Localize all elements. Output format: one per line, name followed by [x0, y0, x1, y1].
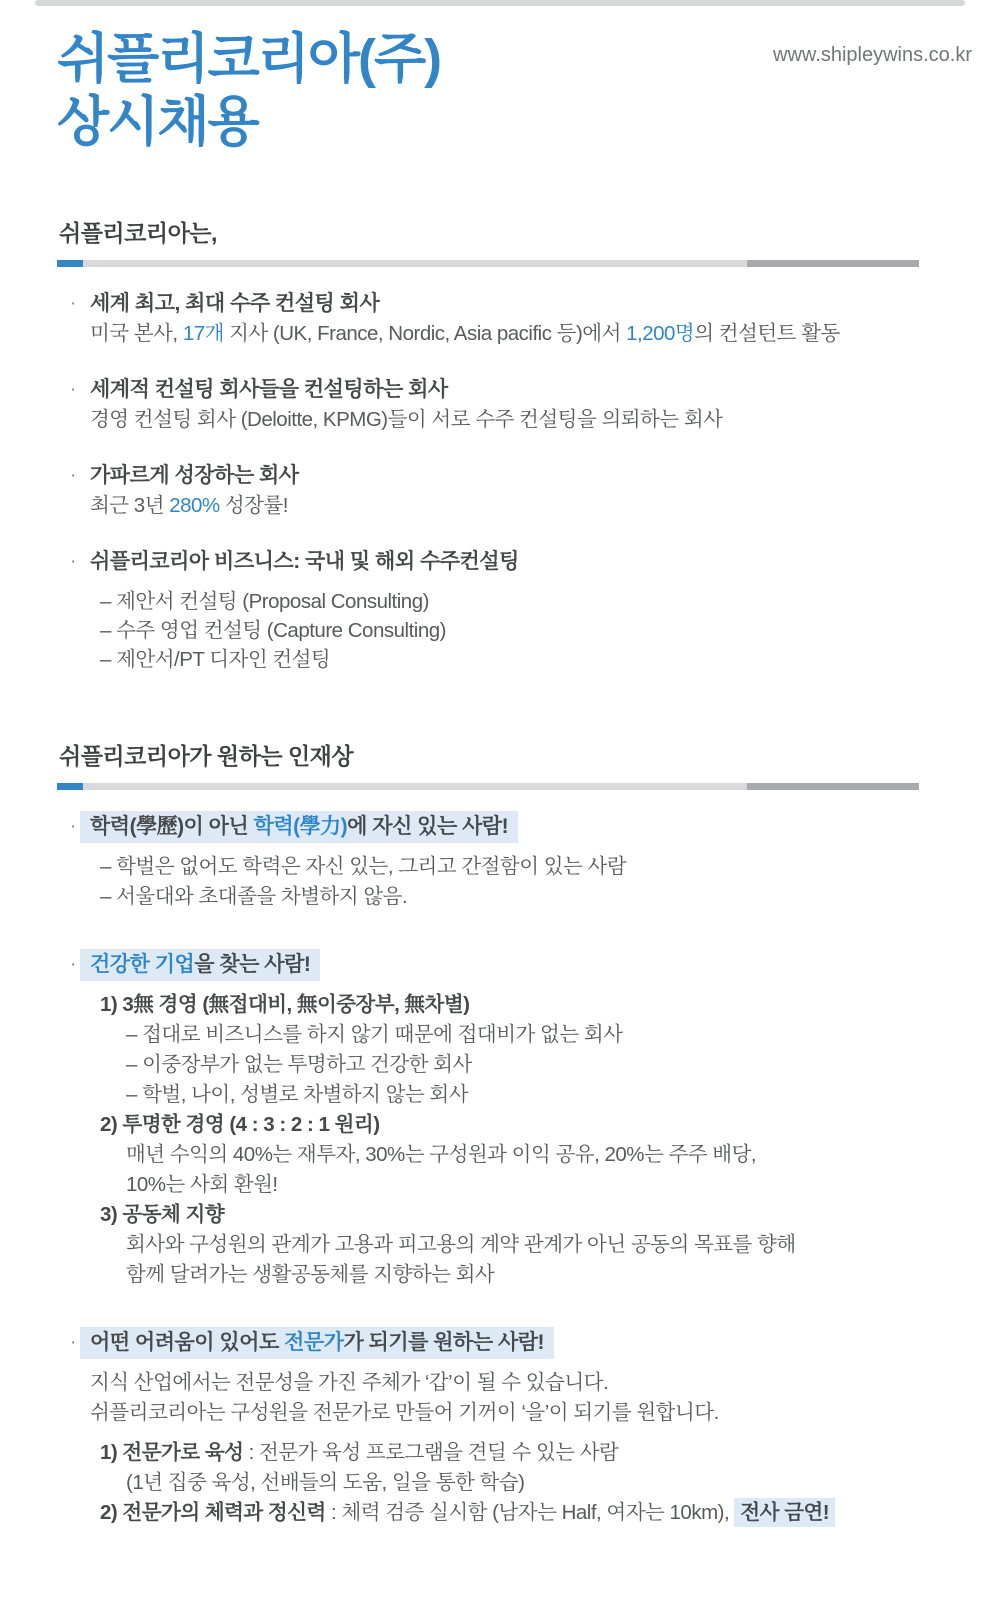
item-heading-text	[80, 949, 320, 981]
section-divider	[57, 783, 919, 790]
text-segment: 280%	[169, 494, 220, 518]
item-line	[126, 1140, 1000, 1170]
item-heading-text	[90, 550, 519, 573]
text-segment: 2) 투명한 경영 (4 : 3 : 2 : 1 원리)	[100, 1113, 380, 1137]
text-segment: 회사와 구성원의 관계가 고용과 피고용의 계약 관계가 아닌 공동의 목표를 향해	[126, 1233, 796, 1257]
item-heading	[90, 289, 1000, 319]
item-heading	[90, 812, 1000, 842]
text-segment: : 전문가 육성 프로그램을 견딜 수 있는 사람	[243, 1441, 619, 1465]
text-segment: 세계적 컨설팅 회사들을 컨설팅하는 회사	[90, 378, 448, 402]
top-divider-bar	[35, 0, 965, 6]
text-segment: 3) 공동체 지향	[100, 1203, 225, 1227]
text-segment: 10%는 사회 환원!	[126, 1173, 278, 1197]
item-heading-text	[80, 1327, 554, 1359]
bullet-dot-icon: ·	[70, 816, 77, 838]
text-segment: 17개	[182, 322, 224, 346]
item-heading-text	[80, 811, 518, 843]
item-line	[100, 852, 1000, 882]
bullet-dot-icon: ·	[70, 1332, 77, 1354]
item-line	[90, 405, 1000, 434]
text-segment: 1) 전문가로 육성	[100, 1441, 244, 1465]
bullet-dot-icon: ·	[70, 379, 77, 401]
website-url: www.shipleywins.co.kr	[773, 44, 972, 66]
section-items	[57, 289, 1000, 674]
text-segment: 2) 전문가의 체력과 정신력	[100, 1501, 326, 1525]
text-segment: 전사 금연!	[734, 1498, 835, 1527]
item-line	[100, 616, 1000, 645]
text-segment: 건강한 기업	[90, 953, 195, 977]
divider-blue-segment	[57, 260, 83, 267]
page-header	[0, 0, 1000, 153]
divider-light-segment	[83, 783, 747, 790]
text-segment: – 수주 영업 컨설팅 (Capture Consulting)	[100, 619, 446, 643]
text-segment: 가 되기를 원하는 사람!	[343, 1331, 545, 1355]
text-segment: 가파르게 성장하는 회사	[90, 464, 299, 488]
bullet-dot-icon: ·	[70, 954, 77, 976]
item-line	[100, 1110, 1000, 1140]
item-line	[126, 1020, 1000, 1050]
item-line	[100, 990, 1000, 1020]
item-heading	[90, 547, 1000, 577]
item-line	[126, 1260, 1000, 1290]
item-heading-text	[90, 464, 299, 487]
text-segment: 함께 달려가는 생활공동체를 지향하는 회사	[126, 1263, 495, 1287]
item-heading-text	[90, 292, 379, 315]
item-line	[126, 1230, 1000, 1260]
text-segment: 경영 컨설팅 회사 (Deloitte, KPMG)들이 서로 수주 컨설팅을 의뢰하는 회사	[90, 408, 723, 432]
text-segment: 1) 3無 경영 (無접대비, 無이중장부, 無차별)	[100, 993, 470, 1017]
page-title-line1: 쉬플리코리아(주)	[57, 29, 441, 89]
bullet-item	[57, 547, 1000, 674]
section-items	[57, 812, 1000, 1528]
text-segment: – 접대로 비즈니스를 하지 않기 때문에 접대비가 없는 회사	[126, 1023, 623, 1047]
text-segment: 전문가	[284, 1331, 344, 1355]
item-line	[126, 1170, 1000, 1200]
section-header: 쉬플리코리아가 원하는 인재상	[59, 743, 354, 770]
bullet-dot-icon: ·	[70, 551, 77, 573]
section-1	[57, 215, 1000, 674]
item-heading-text	[90, 378, 448, 401]
item-line	[100, 645, 1000, 674]
text-segment: 지사 (UK, France, Nordic, Asia pacific 등)에서	[223, 322, 627, 346]
text-segment: – 제안서 컨설팅 (Proposal Consulting)	[100, 590, 429, 614]
item-line	[126, 1468, 1000, 1498]
item-line	[90, 491, 1000, 520]
text-segment: 쉬플리코리아 비즈니스: 국내 및 해외 수주컨설팅	[90, 550, 519, 574]
text-segment: 매년 수익의 40%는 재투자, 30%는 구성원과 이익 공유, 20%는 주주 배당,	[126, 1143, 757, 1167]
item-line	[90, 1368, 1000, 1398]
divider-light-segment	[83, 260, 747, 267]
bullet-item	[57, 461, 1000, 520]
text-segment: – 서울대와 초대졸을 차별하지 않음.	[100, 885, 408, 909]
bullet-dot-icon: ·	[70, 293, 77, 315]
item-line	[100, 1438, 1000, 1468]
text-segment: 을 찾는 사람!	[194, 953, 311, 977]
item-heading	[90, 1328, 1000, 1358]
item-line	[100, 1498, 1000, 1528]
bullet-item	[57, 812, 1000, 912]
divider-dark-segment	[747, 783, 919, 790]
item-line	[90, 1398, 1000, 1428]
text-segment: – 이중장부가 없는 투명하고 건강한 회사	[126, 1053, 472, 1077]
item-line	[100, 587, 1000, 616]
item-line	[100, 1200, 1000, 1230]
item-line	[100, 882, 1000, 912]
page-title-line2: 상시채용	[57, 91, 258, 152]
text-segment: 학력(學歷)이 아닌	[90, 815, 254, 839]
divider-dark-segment	[747, 260, 919, 267]
text-segment: 지식 산업에서는 전문성을 가진 주체가 ‘갑’이 될 수 있습니다.	[90, 1371, 609, 1395]
text-segment: 의 컨설턴트 활동	[694, 322, 840, 346]
bullet-item	[57, 375, 1000, 434]
text-segment: : 체력 검증 실시함 (남자는 Half, 여자는 10km),	[325, 1501, 735, 1525]
page-title	[57, 28, 440, 153]
content-sections	[0, 215, 1000, 1528]
item-line	[126, 1080, 1000, 1110]
bullet-item	[57, 1328, 1000, 1528]
section-header: 쉬플리코리아는,	[59, 220, 217, 247]
divider-blue-segment	[57, 783, 83, 790]
text-segment: (1년 집중 육성, 선배들의 도움, 일을 통한 학습)	[126, 1471, 525, 1495]
item-heading	[90, 950, 1000, 980]
bullet-item	[57, 950, 1000, 1290]
bullet-item	[57, 289, 1000, 348]
text-segment: 최근 3년	[90, 494, 170, 518]
text-segment: 에 자신 있는 사람!	[347, 815, 509, 839]
text-segment: 어떤 어려움이 있어도	[90, 1331, 285, 1355]
text-segment: – 제안서/PT 디자인 컨설팅	[100, 648, 331, 672]
text-segment: – 학벌은 없어도 학력은 자신 있는, 그리고 간절함이 있는 사람	[100, 855, 627, 879]
text-segment: 1,200명	[626, 322, 695, 346]
item-heading	[90, 375, 1000, 405]
text-segment: 쉬플리코리아는 구성원을 전문가로 만들어 기꺼이 ‘을’이 되기를 원합니다.	[90, 1401, 719, 1425]
text-segment: 미국 본사,	[90, 322, 183, 346]
text-segment: 세계 최고, 최대 수주 컨설팅 회사	[90, 292, 380, 316]
section-2	[57, 738, 1000, 1528]
item-line	[90, 319, 1000, 348]
bullet-dot-icon: ·	[70, 465, 77, 487]
text-segment: 학력(學力)	[253, 815, 348, 839]
text-segment: 성장률!	[219, 494, 288, 518]
section-divider	[57, 260, 919, 267]
item-heading	[90, 461, 1000, 491]
text-segment: – 학벌, 나이, 성별로 차별하지 않는 회사	[126, 1083, 469, 1107]
item-line	[126, 1050, 1000, 1080]
